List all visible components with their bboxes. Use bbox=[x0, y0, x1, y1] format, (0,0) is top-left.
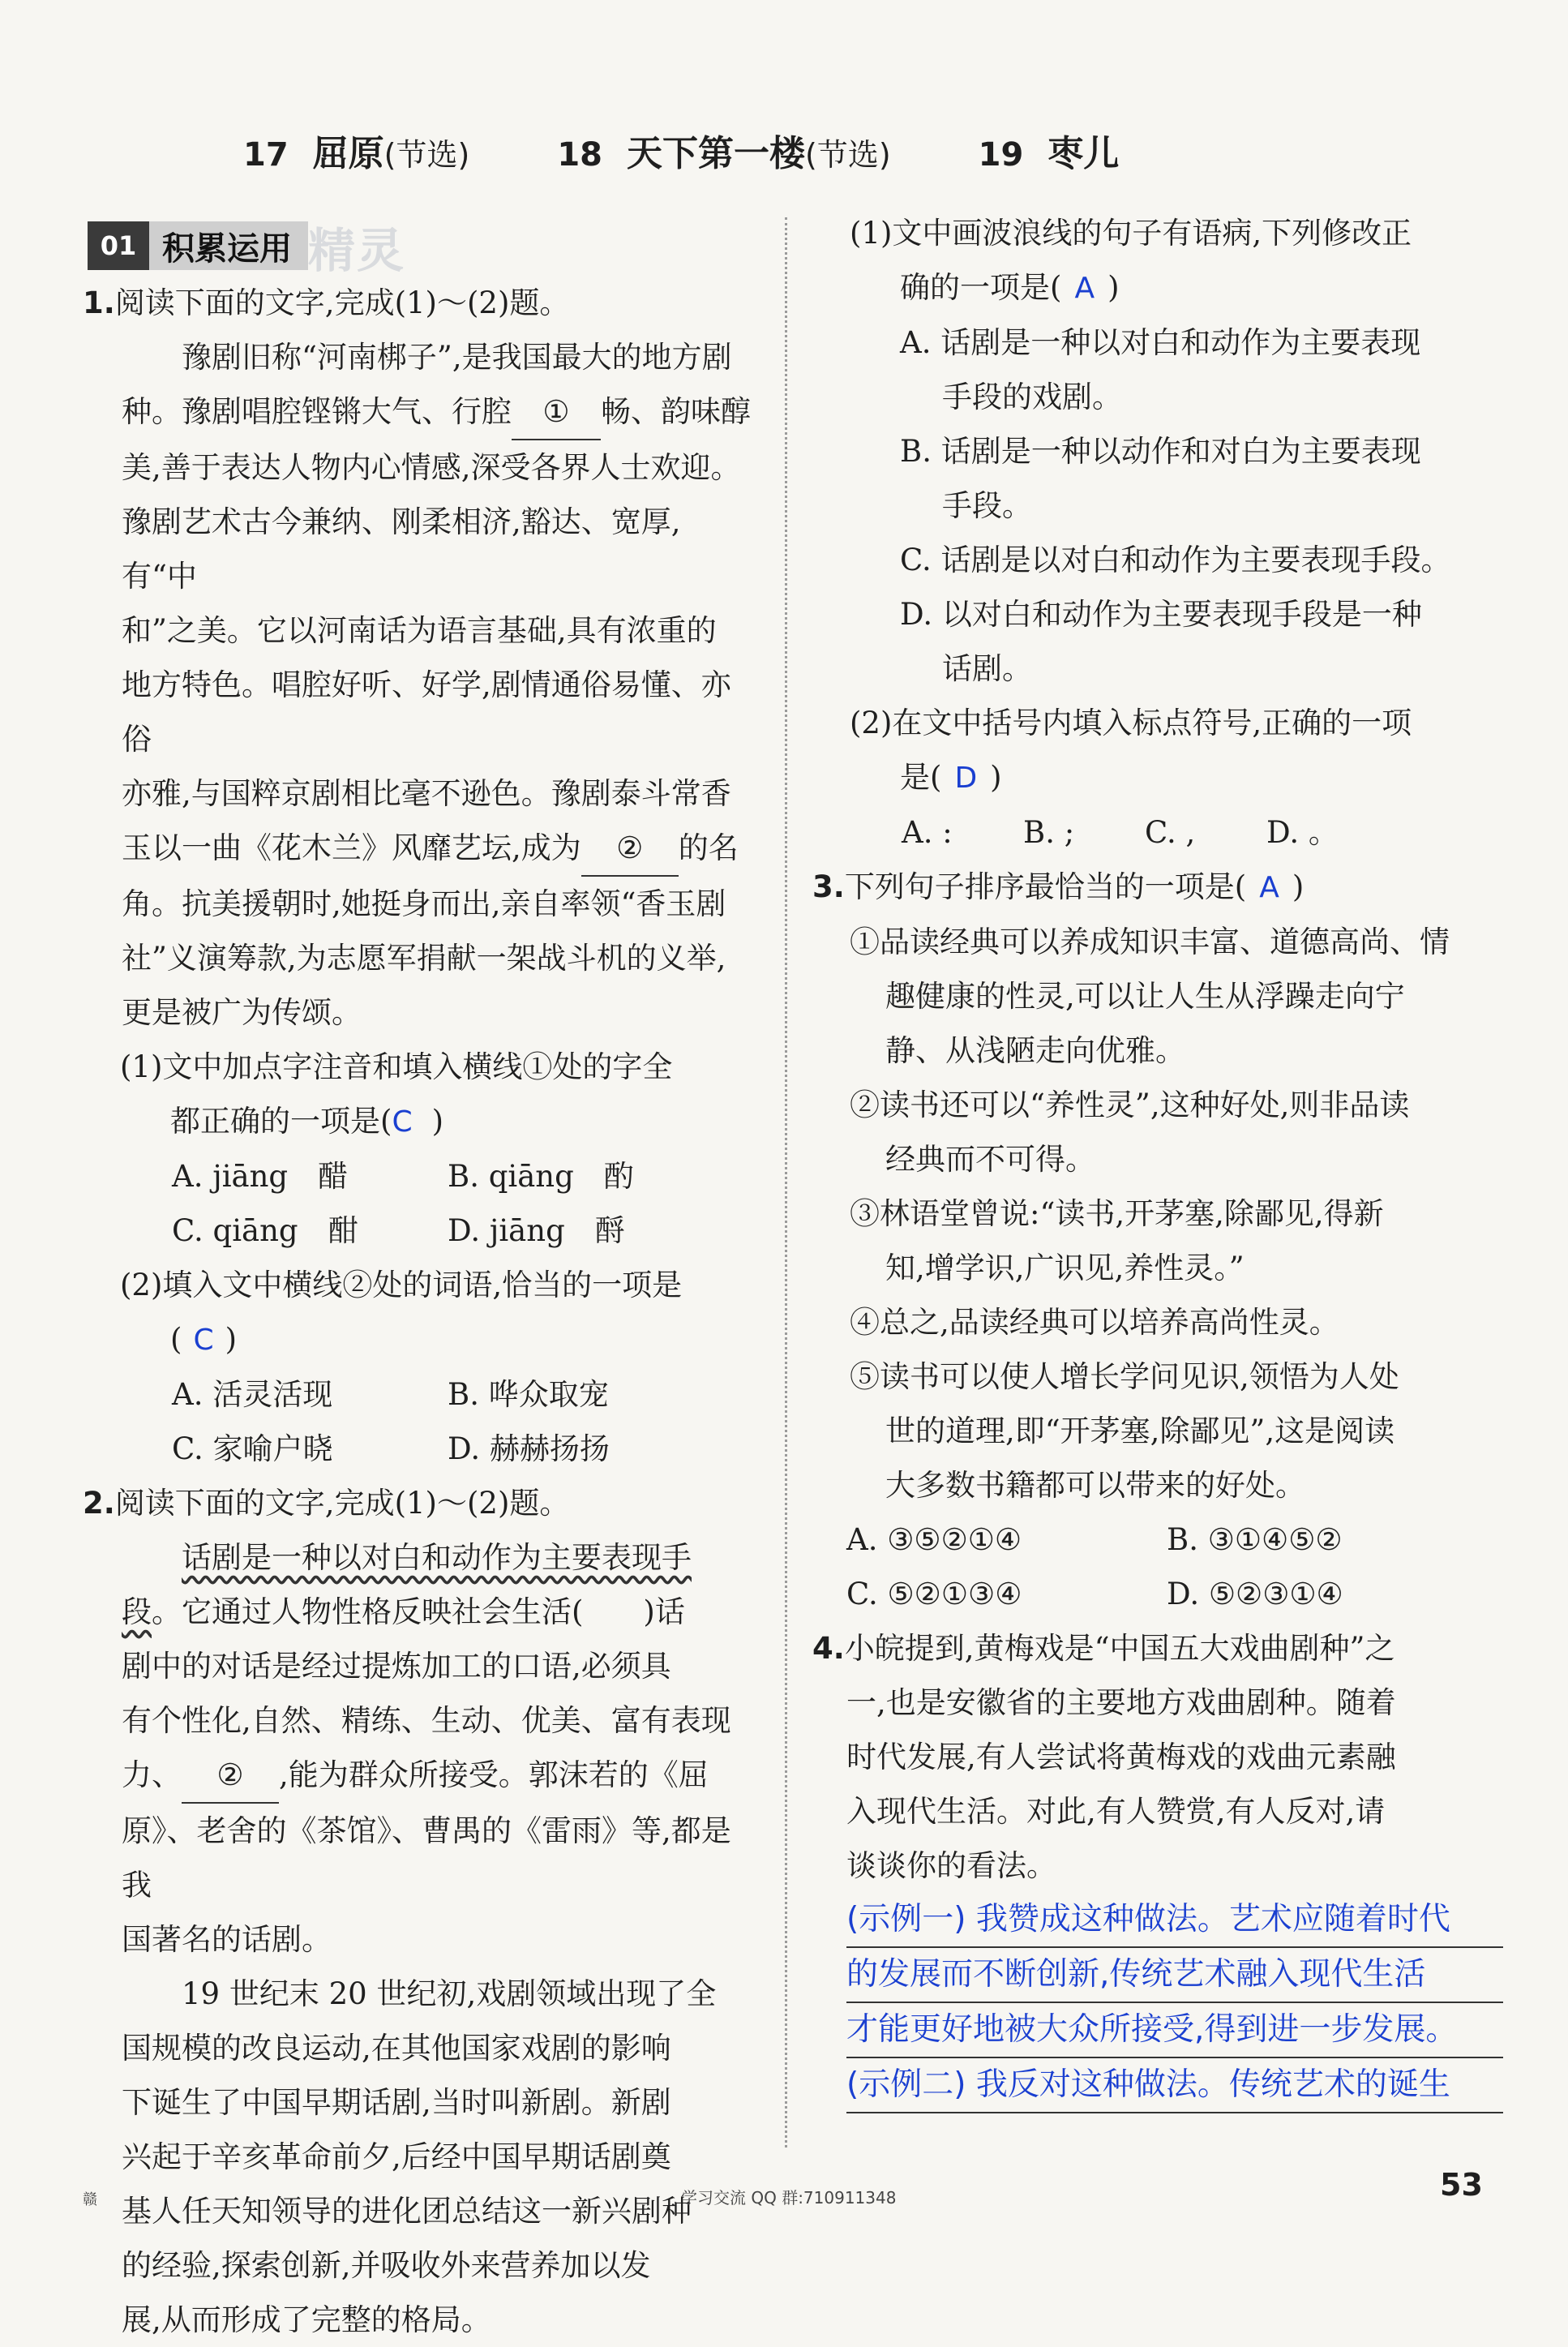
option-d[interactable]: D. ⑤②③①④ bbox=[1167, 1577, 1343, 1611]
q1-sub2-options-row2 bbox=[83, 1422, 756, 1476]
option-d[interactable]: D. jiāng 酹 bbox=[448, 1213, 625, 1248]
q1-sub1-line2: 都正确的一项是(C ) bbox=[170, 1104, 444, 1139]
q2-sub1-option-a[interactable]: A. 话剧是一种以对白和动作为主要表现 手段的戏剧。 bbox=[900, 325, 1421, 414]
q3-options-row2 bbox=[812, 1567, 1487, 1621]
right-column: (1)文中画波浪线的句子有语病,下列修改正 确的一项是( A ) A. 话剧是一种以对白和动作为主要表现 手段的戏剧。 B. 话剧是一种以动作和对白为主要表现 手段。 C. 话剧是以对白和动作为主要表现手段。 D. 以对白和动作为主要表现手段是一种 话剧。 (2)在文中括号内填入标点符号,正确的一项 是( D ) A. : B. ; C. , D. 。 3.下列句子排序最恰当的一项是( A ) ①品读经典可以养成知识丰富、道德高尚、情 趣健康的性灵,可以让人生从浮躁走向宁 静、从浅陋走向优雅。 ②读书还可以“养性灵”,这种好处,则非品读 经典而不可得。 ③林语堂曾说:“读书,开茅塞,除鄙见,得新 知,增学识,广识见,养性灵。” ④总之,品读经典可以培养高尚性灵。 ⑤读书可以使人增长学问见识,领悟为人处 世的道理,即“开茅塞,除鄙见”,这是阅读 大多数书籍都可以带来的好处。 A. ③⑤②①④ B. ③①④⑤② C. ⑤②①③④ D. ⑤②③①④ 4.小皖提到,黄梅戏是“中国五大戏曲剧种”之 一,也是安徽省的主要地方戏曲剧种。随着 时代发展,有人尝试将黄梅戏的戏曲元素融 入现代生活。对此,有人赞赏,有人反对,请 谈谈你的看法。 (示例一) 我赞成这种做法。艺术应随着时代 的发展而不断创新,传统艺术融入现代生活 才能更好地被大众所接受,得到进一步发展。 (示例二) 我反对这种做法。传统艺术的诞生 bbox=[812, 206, 1487, 2113]
q2-sub1-option-b[interactable]: B. 话剧是一种以动作和对白为主要表现 手段。 bbox=[900, 434, 1421, 523]
section-tag bbox=[88, 219, 319, 272]
page-title bbox=[243, 122, 1330, 178]
answer-q1-2: C bbox=[193, 1324, 214, 1357]
question-4: 4.小皖提到,黄梅戏是“中国五大戏曲剧种”之 一,也是安徽省的主要地方戏曲剧种。随着 时代发展,有人尝试将黄梅戏的戏曲元素融 入现代生活。对此,有人赞赏,有人反对,请 谈谈你的看法。 bbox=[812, 1631, 1396, 1883]
title-item-19: 19 枣儿 bbox=[978, 133, 1120, 174]
option-b[interactable]: B. ③①④⑤② bbox=[1167, 1522, 1343, 1557]
option-c[interactable]: C. , bbox=[1145, 815, 1196, 850]
column-divider bbox=[785, 217, 787, 2147]
option-c[interactable]: C. ⑤②①③④ bbox=[846, 1577, 1022, 1611]
answer-q2-2: D bbox=[954, 762, 978, 795]
section-number: 01 bbox=[88, 221, 149, 270]
page-number: 53 bbox=[1440, 2167, 1483, 2203]
answer-line: (示例一) 我赞成这种做法。艺术应随着时代 bbox=[846, 1893, 1503, 1948]
answer-line: 的发展而不断创新,传统艺术融入现代生活 bbox=[846, 1948, 1503, 2003]
q2-sub1-option-c[interactable]: C. 话剧是以对白和动作为主要表现手段。 bbox=[900, 543, 1451, 577]
q1-sub1-options-row2 bbox=[83, 1204, 756, 1258]
blank-2: ② bbox=[581, 821, 679, 877]
wavy-sentence-part1: 话剧是一种以对白和动作为主要表现手 bbox=[182, 1540, 692, 1575]
option-b[interactable]: B. qiāng 酌 bbox=[448, 1159, 634, 1194]
blank-1: ① bbox=[512, 384, 601, 440]
question-1-prompt: 1.阅读下面的文字,完成(1)～(2)题。 bbox=[83, 285, 570, 320]
option-a[interactable]: A. : bbox=[902, 815, 953, 850]
q4-answer-area[interactable] bbox=[809, 1893, 1487, 2113]
q1-sub2-options-row1 bbox=[83, 1367, 756, 1422]
q2-sub2-options bbox=[812, 805, 1487, 860]
option-a[interactable]: A. ③⑤②①④ bbox=[846, 1522, 1022, 1557]
option-a[interactable]: A. 活灵活现 bbox=[172, 1377, 333, 1412]
option-c[interactable]: C. qiāng 酣 bbox=[172, 1213, 358, 1248]
q3-items: ①品读经典可以养成知识丰富、道德高尚、情 趣健康的性灵,可以让人生从浮躁走向宁 静、从浅陋走向优雅。 ②读书还可以“养性灵”,这种好处,则非品读 经典而不可得。 ③林语堂曾说:“读书,开茅塞,除鄙见,得新 知,增学识,广识见,养性灵。” ④总之,品读经典可以培养高尚性灵。 ⑤读书可以使人增长学问见识,领悟为人处 世的道理,即“开茅塞,除鄙见”,这是阅读 大多数书籍都可以带来的好处。 bbox=[850, 925, 1450, 1503]
q1-sub1-line1: (1)文中加点字注音和填入横线①处的字全 bbox=[120, 1049, 673, 1084]
wavy-sentence-part2: 段 bbox=[122, 1594, 152, 1629]
watermark: 精灵 bbox=[308, 223, 406, 278]
answer-q2-1: A bbox=[1074, 272, 1095, 305]
option-b[interactable]: B. ; bbox=[1023, 815, 1075, 850]
option-b[interactable]: B. 哗众取宠 bbox=[448, 1377, 609, 1412]
option-a[interactable]: A. jiāng 醋 bbox=[172, 1159, 349, 1194]
footer-qq-group: 学习交流 QQ 群:710911348 bbox=[681, 2188, 897, 2208]
blank-2: ② bbox=[182, 1748, 279, 1804]
question-2-passage: 话剧是一种以对白和动作为主要表现手 段。它通过人物性格反映社会生活( )话 剧中的对话是经过提炼加工的口语,必须具 有个性化,自然、精练、生动、优美、富有表现 力、 ② ,能为群众所接受。郭沫若的《屈 原》、老舍的《茶馆》、曹禺的《雷雨》等,都是我 国著名的话剧。 19 世纪末 20 世纪初,戏剧领域出现了全 国规模的改良运动,在其他国家戏剧的影响 下诞生了中国早期话剧,当时叫新剧。新剧 兴起于辛亥革命前夕,后经中国早期话剧奠 基人任天知领导的进化团总结这一新兴剧种 的经验,探索创新,并吸收外来营养加以发 展,从而形成了完整的格局。 bbox=[122, 1540, 731, 2337]
answer-line: (示例二) 我反对这种做法。传统艺术的诞生 bbox=[846, 2058, 1503, 2113]
title-item-18: 18 天下第一楼 (节选) bbox=[557, 133, 891, 174]
answer-q1-1: C bbox=[392, 1105, 413, 1139]
section-label: 积累运用 bbox=[149, 221, 308, 270]
option-d[interactable]: D. 。 bbox=[1266, 815, 1339, 850]
question-2-prompt: 2.阅读下面的文字,完成(1)～(2)题。 bbox=[83, 1486, 570, 1521]
answer-q3: A bbox=[1259, 871, 1279, 904]
option-c[interactable]: C. 家喻户晓 bbox=[172, 1431, 333, 1466]
option-d[interactable]: D. 赫赫扬扬 bbox=[448, 1431, 610, 1466]
q1-sub2-line2: ( C ) bbox=[170, 1322, 238, 1357]
answer-line: 才能更好地被大众所接受,得到进一步发展。 bbox=[846, 2003, 1503, 2058]
title-item-17: 17 屈原 (节选) bbox=[243, 133, 470, 174]
q1-sub2-line1: (2)填入文中横线②处的词语,恰当的一项是 bbox=[120, 1268, 683, 1302]
q3-options-row1 bbox=[812, 1512, 1487, 1567]
footer-region-mark: 赣 bbox=[83, 2191, 97, 2208]
q2-sub1-option-d[interactable]: D. 以对白和动作为主要表现手段是一种 话剧。 bbox=[900, 597, 1422, 686]
q1-sub1-options-row1 bbox=[83, 1149, 756, 1204]
question-1-passage: 豫剧旧称“河南梆子”,是我国最大的地方剧 种。豫剧唱腔铿锵大气、行腔 ① 畅、韵味醇 美,善于表达人物内心情感,深受各界人士欢迎。 豫剧艺术古今兼纳、刚柔相济,豁达、宽厚,有“中 和”之美。它以河南话为语言基础,具有浓重的 地方特色。唱腔好听、好学,剧情通俗易懂、亦俗 亦雅,与国粹京剧相比毫不逊色。豫剧泰斗常香 玉以一曲《花木兰》风靡艺坛,成为 ② 的名 角。抗美援朝时,她挺身而出,亲自率领“香玉剧 社”义演筹款,为志愿军捐献一架战斗机的义举, 更是被广为传颂。 bbox=[122, 340, 751, 1030]
question-3-prompt: 3.下列句子排序最恰当的一项是( A ) bbox=[812, 869, 1305, 904]
left-column bbox=[83, 276, 756, 2347]
